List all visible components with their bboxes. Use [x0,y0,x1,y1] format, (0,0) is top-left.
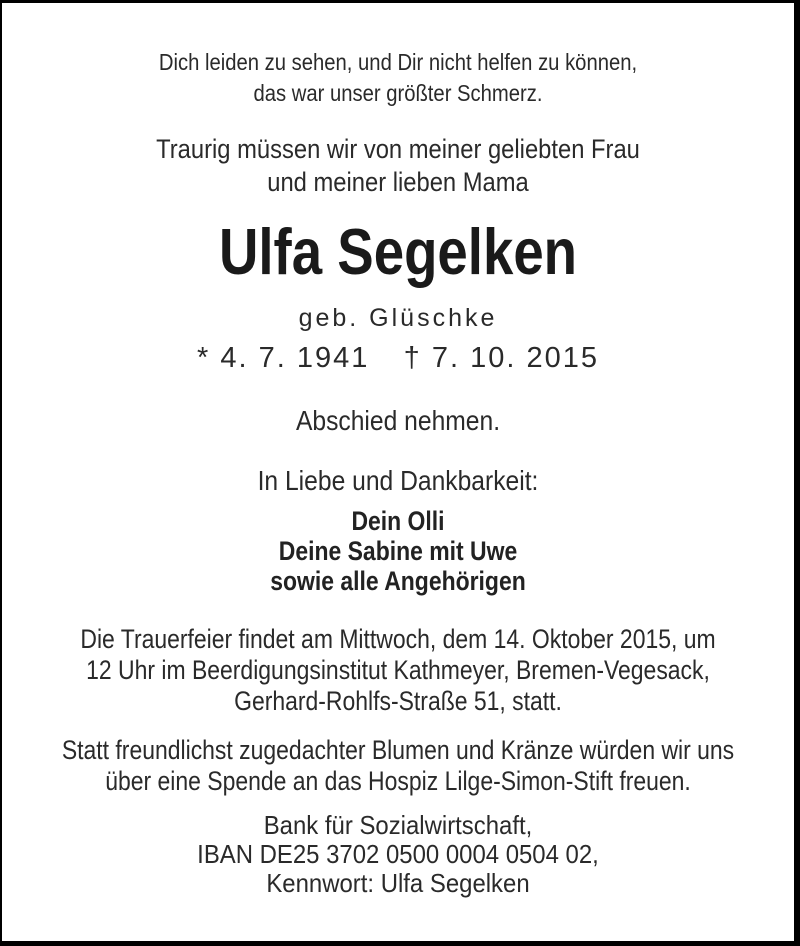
ceremony-line-1: Die Trauerfeier findet am Mittwoch, dem 14. Oktober 2015, um [80,624,716,654]
birth-date: * 4. 7. 1941 [197,342,370,374]
deceased-name: Ulfa Segelken [218,215,578,288]
mourners-list [61,506,734,596]
ceremony-line-2: 12 Uhr im Beerdigungsinstitut Kathmeyer, Bremen-Vegesack, [86,655,710,685]
epigraph [50,47,747,109]
bank-line-3: Kennwort: Ulfa Segelken [266,868,530,898]
intro-text [50,133,747,199]
donation-line-1: Statt freundlichst zugedachter Blumen und Kränze würden wir uns [61,735,735,765]
donation-request [61,735,734,797]
epigraph-line-2: das war unser größter Schmerz. [253,80,543,106]
intro-line-1: Traurig müssen wir von meiner geliebten Frau [156,134,640,164]
donation-line-2: über eine Spende an das Hospiz Lilge-Simon-Stift freuen. [105,766,691,796]
ceremony-line-3: Gerhard-Rohlfs-Straße 51, statt. [234,686,562,716]
epigraph-line-1: Dich leiden zu sehen, und Dir nicht helfen zu können, [158,49,638,75]
mourner-line-1: Dein Olli [351,506,445,536]
bank-details [34,811,763,898]
farewell-text: Abschied nehmen. [295,405,501,436]
gratitude-text: In Liebe und Dankbarkeit: [257,465,539,496]
death-date: † 7. 10. 2015 [403,342,599,374]
mourner-line-2: Deine Sabine mit Uwe [278,536,518,566]
maiden-name: geb. Glüschke [298,304,498,332]
life-dates [197,341,599,375]
bank-line-1: Bank für Sozialwirtschaft, [263,810,533,840]
mourner-line-3: sowie alle Angehörigen [270,566,526,596]
bank-line-2: IBAN DE25 3702 0500 0004 0504 02, [197,839,599,869]
intro-line-2: und meiner lieben Mama [267,167,529,197]
ceremony-details [61,624,734,717]
